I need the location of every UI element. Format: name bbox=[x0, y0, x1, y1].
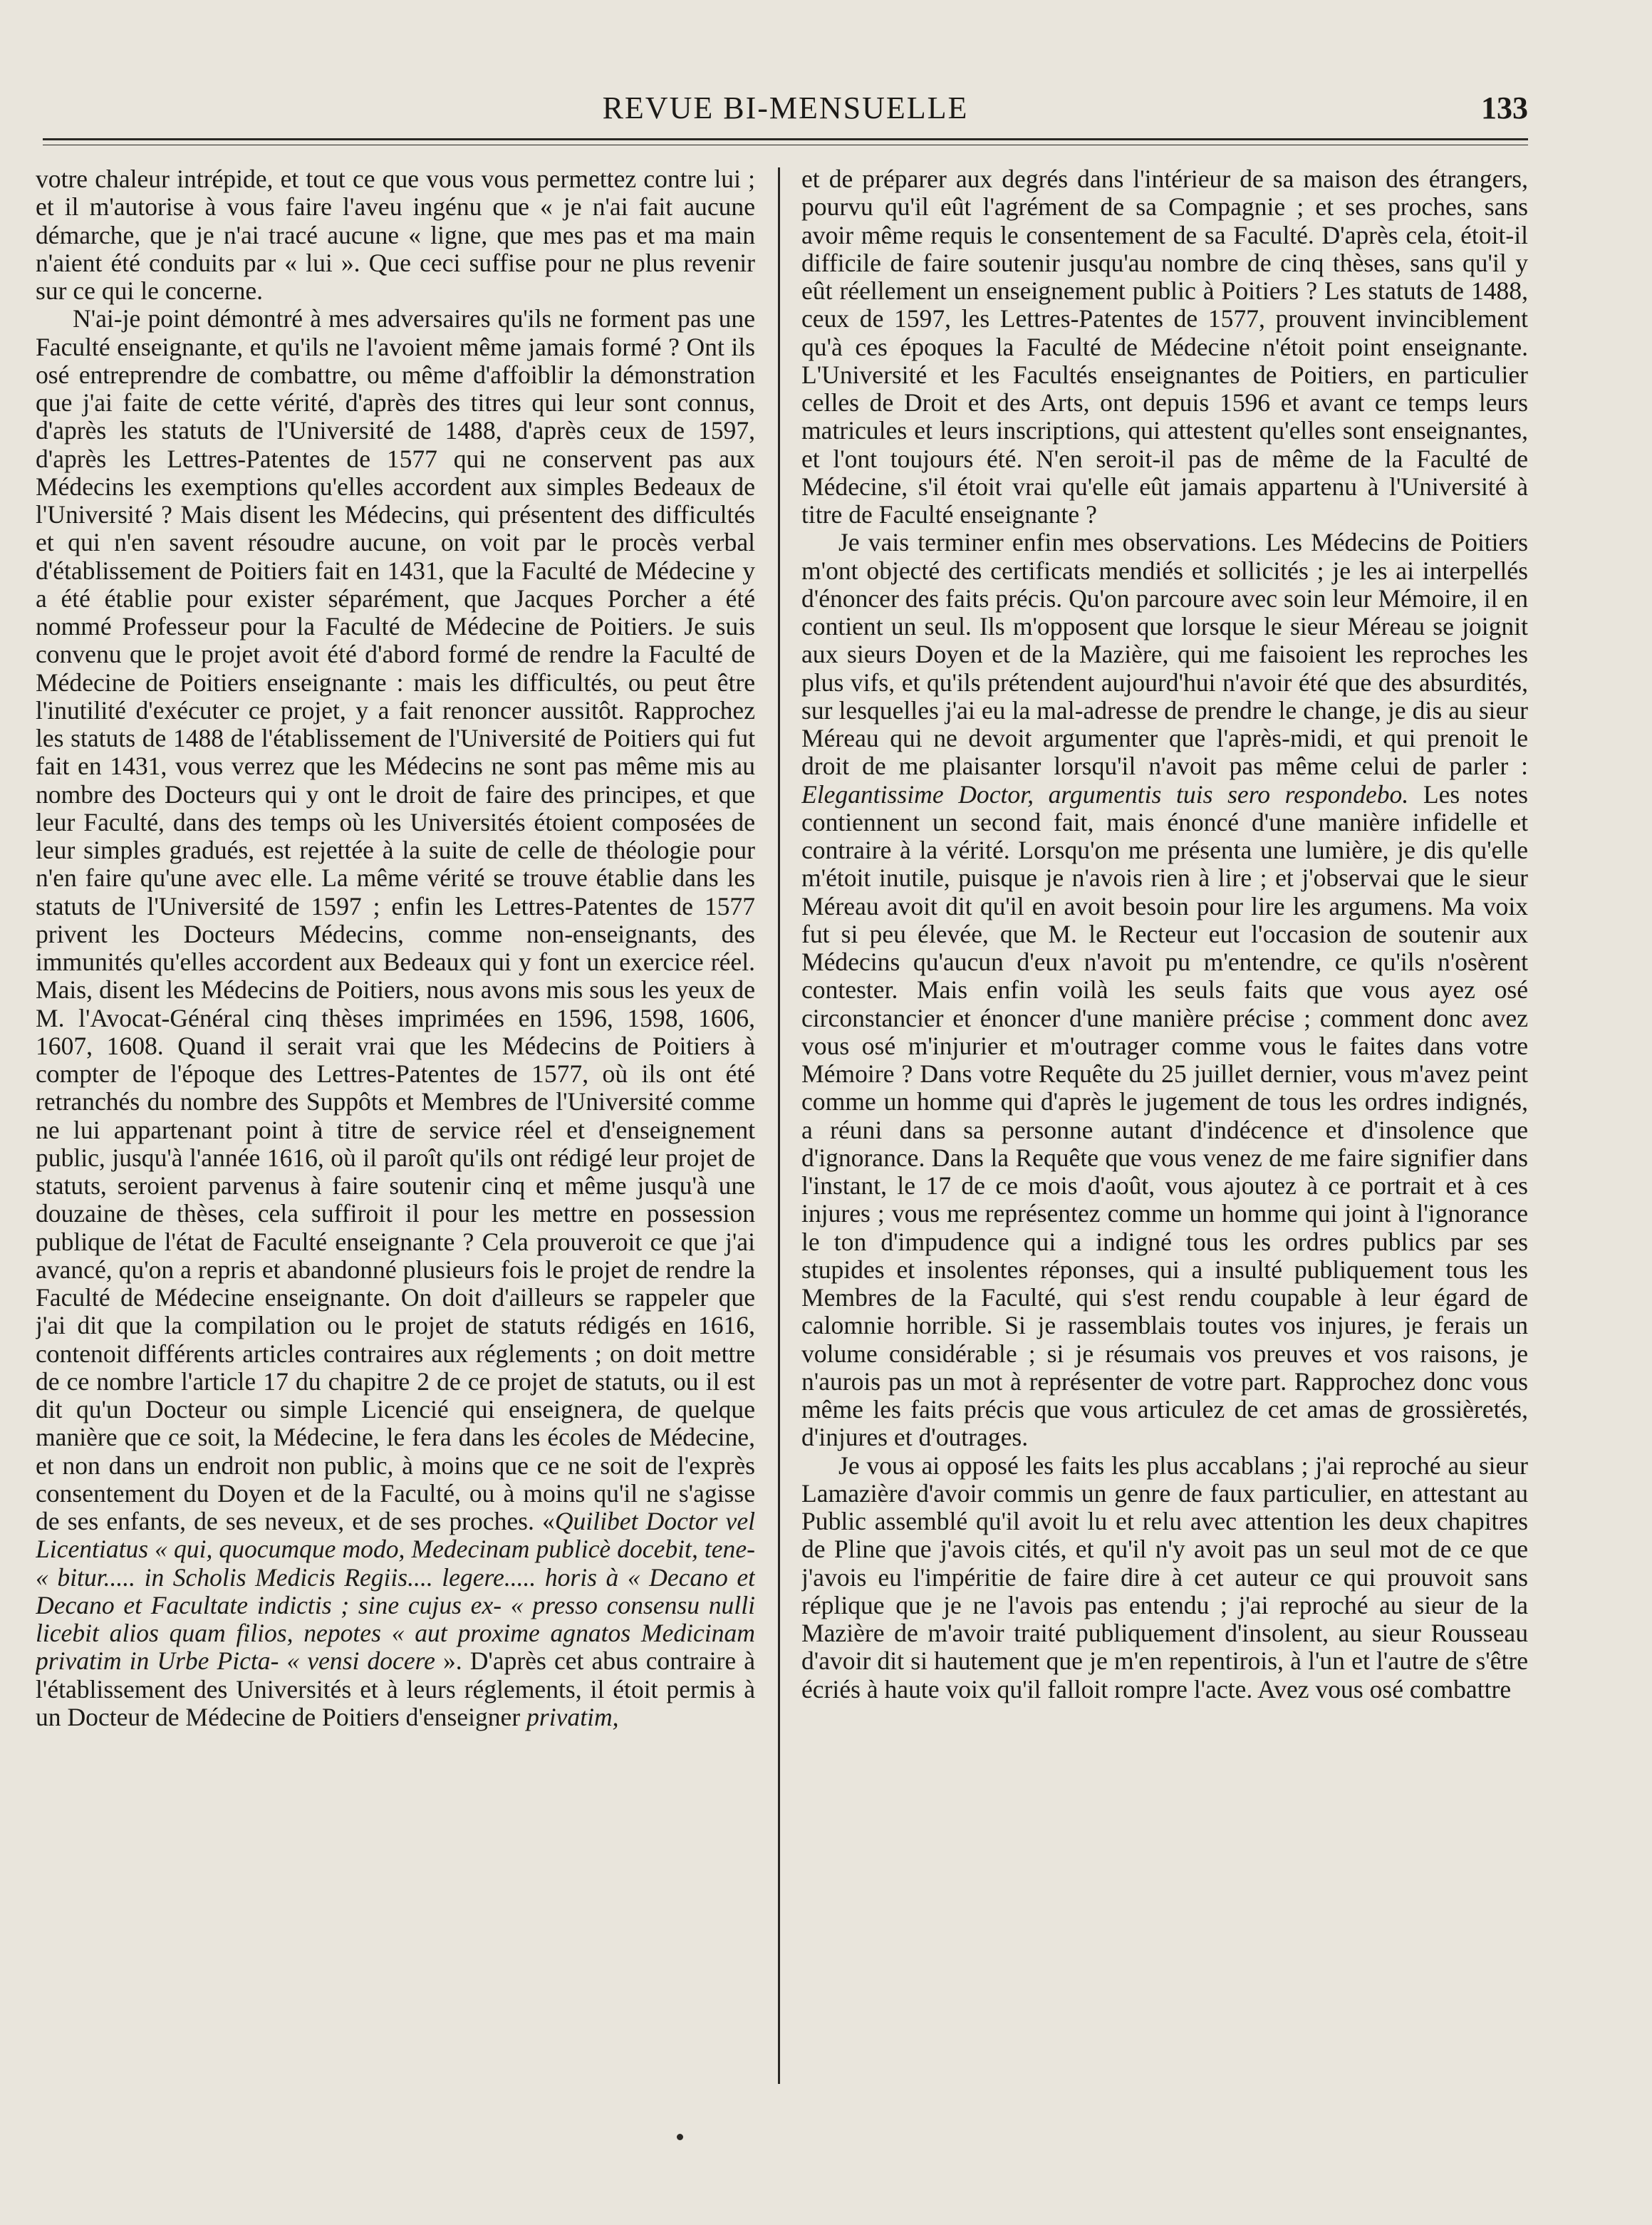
page-header bbox=[43, 84, 1528, 134]
left-paragraph-2-final-italic: privatim, bbox=[526, 1702, 619, 1731]
page-number: 133 bbox=[1481, 90, 1528, 125]
header-rule bbox=[43, 138, 1528, 145]
latin-reply: Elegantissime Doctor, argumentis tuis sero respondebo. bbox=[801, 779, 1409, 809]
left-column bbox=[36, 165, 755, 2103]
right-column bbox=[801, 165, 1528, 2103]
right-paragraph-2-rest: Les notes contiennent un second fait, mais énoncé d'une manière infidelle et contraire à la vérité. Lorsqu'on me présenta une lumière, je dis qu'elle m'étoit inutile, puisque je n'avois rien à lire ; et j'observai que le sieur Méreau avoit dit qu'il en avoit besoin pour lire les argumens. Ma voix fut si peu élevée, que M. le Recteur eut l'occasion de soutenir aux Médecins qu'aucun d'eux n'avoit pu m'entendre, ce qu'ils n'osèrent contester. Mais enfin voilà les seuls faits que vous ayez osé circonstancier et énoncer d'une manière précise ; comment donc avez vous osé m'injurier et m'outrager comme vous le faites dans votre Mémoire ? Dans votre Requête du 25 juillet dernier, vous m'avez peint comme un homme qui d'après le jugement de tous les ordres indignés, a réuni dans sa personne autant d'indécence et d'insolence que d'ignorance. Dans la Requête que vous venez de me faire signifier dans l'instant, le 17 de ce mois d'août, vous ajoutez à ce portrait et à ces injures ; vous me représentez comme un homme qui joint à l'ignorance le ton d'impudence qui a indigné tous les ordres publics par ses stupides et insolentes réponses, qui a insulté publiquement tous les Membres de la Faculté, qui s'est rendu coupable à leur égard de calomnie horrible. Si je rassemblais toutes vos injures, je ferais un volume considérable ; si je résumais vos preuves et vos raisons, je n'aurois pas un mot à représenter de votre part. Rapprochez donc vous même les faits précis que vous articulez de cet amas de grossièretés, d'injures et d'outrages. bbox=[801, 779, 1528, 1452]
right-paragraph-3: Je vous ai opposé les faits les plus accablans ; j'ai reproché au sieur Lamazière d'avoir commis un genre de faux particulier, en attestant au Public assemblé qu'il avoit lu et relu avec attention les deux chapitres de Pline que j'avois cités, et qu'il n'y avoit pas un seul mot de ce que j'avois eu l'impéritie de faire dire à cet auteur ce qui prouvoit sans réplique que je ne l'avois pas entendu ; j'ai reproché au sieur de la Mazière de m'avoir traité publiquement d'insolent, au sieur Rousseau d'avoir dit si hautement que je m'en repentirois, à l'un et l'autre de s'être écriés à haute voix qu'il falloit rompre l'acte. Avez vous osé combattre bbox=[801, 1451, 1528, 1703]
left-paragraph-2 bbox=[36, 305, 755, 1731]
latin-quotation: Quilibet Doctor vel Licentiatus « qui, quocumque modo, Medecinam publicè docebit, tene- « bitur..... in Scholis Medicis Regiis.... legere..... horis à « Decano et Decano et Facultate indictis ; sine cujus ex- « presso consensu nulli licebit alios quam filios, nepotes « aut proxime agnatos Medicinam privatim in Urbe Picta- « vensi docere bbox=[36, 1507, 755, 1676]
column-divider bbox=[778, 167, 780, 2084]
right-paragraph-2-main: Je vais terminer enfin mes observations. Les Médecins de Poitiers m'ont objecté des certificats mendiés et sollicités ; je les ai interpellés d'énoncer des faits précis. Qu'on parcoure avec soin leur Mémoire, il en contient un seul. Ils m'opposent que lorsque le sieur Méreau se joignit aux sieurs Doyen et de la Mazière, qui me faisoient les reproches les plus vifs, et qu'ils prétendent aujourd'hui n'avoir été que des absurdités, sur lesquelles j'ai eu la mal-adresse de prendre le change, je dis au sieur Méreau qui ne devoit argumenter que l'après-midi, et qui prenoit le droit de me plaisanter lorsqu'il n'avoit pas même celui de parler : bbox=[801, 528, 1528, 781]
right-paragraph-2 bbox=[801, 529, 1528, 1451]
running-title: REVUE BI-MENSUELLE bbox=[602, 90, 969, 125]
left-paragraph-1: votre chaleur intrépide, et tout ce que vous vous permettez contre lui ; et il m'autorise à vous faire l'aveu ingénu que « je n'ai fait aucune démarche, que je n'ai tracé aucune « ligne, que mes pas et ma main n'aient été conduits par « lui ». Que ceci suffise pour ne plus revenir sur ce qui le concerne. bbox=[36, 165, 755, 305]
left-paragraph-2-main: N'ai-je point démontré à mes adversaires qu'ils ne forment pas une Faculté enseignante, et qu'ils ne l'avoient même jamais formé ? Ont ils osé entreprendre de combattre, ou même d'affoiblir la démonstration que j'ai faite de cette vérité, d'après des titres qui leur sont connus, d'après les statuts de l'Université de 1488, d'après ceux de 1597, d'après les Lettres-Patentes de 1577 qui ne conservent pas aux Médecins les exemptions qu'elles accordent aux simples Bedeaux de l'Université ? Mais disent les Médecins, qui présentent des difficultés et qui n'en savent résoudre aucune, on voit par le procès verbal d'établissement de Poitiers fait en 1431, que la Faculté de Médecine y a été établie pour exister séparément, que Jacques Porcher a été nommé Professeur pour la Faculté de Médecine de Poitiers. Je suis convenu que le projet avoit été d'abord formé de rendre la Faculté de Médecine de Poitiers enseignante : mais les difficultés, ou peut être l'inutilité d'exécuter ce projet, y a fait renoncer aussitôt. Rapprochez les statuts de 1488 de l'établissement de l'Université de Poitiers qui fut fait en 1431, vous verrez que les Médecins ne sont pas même mis au nombre des Docteurs qui y ont le droit de faire des principes, et que leur Faculté, dans des temps où les Universités étoient composées de leur simples gradués, est rejettée à la suite de celle de théologie pour n'en faire qu'une avec elle. La même vérité se trouve établie dans les statuts de l'Université de 1597 ; enfin les Lettres-Patentes de 1577 privent les Docteurs Médecins, comme non-enseignants, des immunités qu'elles accordent aux Bedeaux qui y font un exercice réel. Mais, disent les Médecins de Poitiers, nous avons mis sous les yeux de M. l'Avocat-Général cinq thèses imprimées en 1596, 1598, 1606, 1607, 1608. Quand il serait vrai que les Médecins de Poitiers à compter de l'époque des Lettres-Patentes de 1577, où ils ont été retranchés du nombre des Suppôts et Membres de l'Université comme ne lui appartenant point à titre de service réel et d'enseignement public, jusqu'à l'année 1616, où il paroît qu'ils ont rédigé leur projet de statuts, seroient parvenus à faire soutenir cinq et même jusqu'à une douzaine de thèses, cela suffiroit il pour les mettre en possession publique de l'état de Faculté enseignante ? Cela prouveroit ce que j'ai avancé, qu'on a repris et abandonné plusieurs fois le projet de rendre la Faculté de Médecine enseignante. On doit d'ailleurs se rappeler que j'ai dit que la compilation ou le projet de statuts rédigés en 1616, contenoit différents articles contraires aux réglements ; on doit mettre de ce nombre l'article 17 du chapitre 2 de ce projet de statuts, ou il est dit qu'un Docteur ou simple Licencié qui enseignera, de quelque manière que ce soit, la Médecine, le fera dans les écoles de Médecine, et non dans un endroit non public, à moins que ce ne soit de l'exprès consentement du Doyen et de la Faculté, ou à moins qu'il ne s'agisse de ses enfants, de ses neveux, et de ses proches. « bbox=[36, 304, 755, 1535]
footer-mark bbox=[677, 2134, 683, 2140]
right-paragraph-1: et de préparer aux degrés dans l'intérieur de sa maison des étrangers, pourvu qu'il eût l'agrément de sa Compagnie ; et ses proches, sans avoir même requis le consentement de sa Faculté. D'après cela, étoit-il difficile de faire soutenir jusqu'au nombre de cinq thèses, sans qu'il y eût réellement un enseignement public à Poitiers ? Les statuts de 1488, ceux de 1597, les Lettres-Patentes de 1577, prouvent invinciblement qu'à ces époques la Faculté de Médecine n'étoit point enseignante. L'Université et les Facultés enseignantes de Poitiers, en particulier celles de Droit et des Arts, ont depuis 1596 et avant ce temps leurs matricules et leurs inscriptions, qui attestent qu'elles sont enseignantes, et l'ont toujours été. N'en seroit-il pas de même de la Faculté de Médecine, s'il étoit vrai qu'elle eût jamais appartenu à l'Université à titre de Faculté enseignante ? bbox=[801, 165, 1528, 529]
left-paragraph-2-end: ». D'après cet abus contraire à l'établissement des Universités et à leurs réglements, il étoit permis à un Docteur de Médecine de Poitiers d'enseigner bbox=[36, 1646, 755, 1731]
